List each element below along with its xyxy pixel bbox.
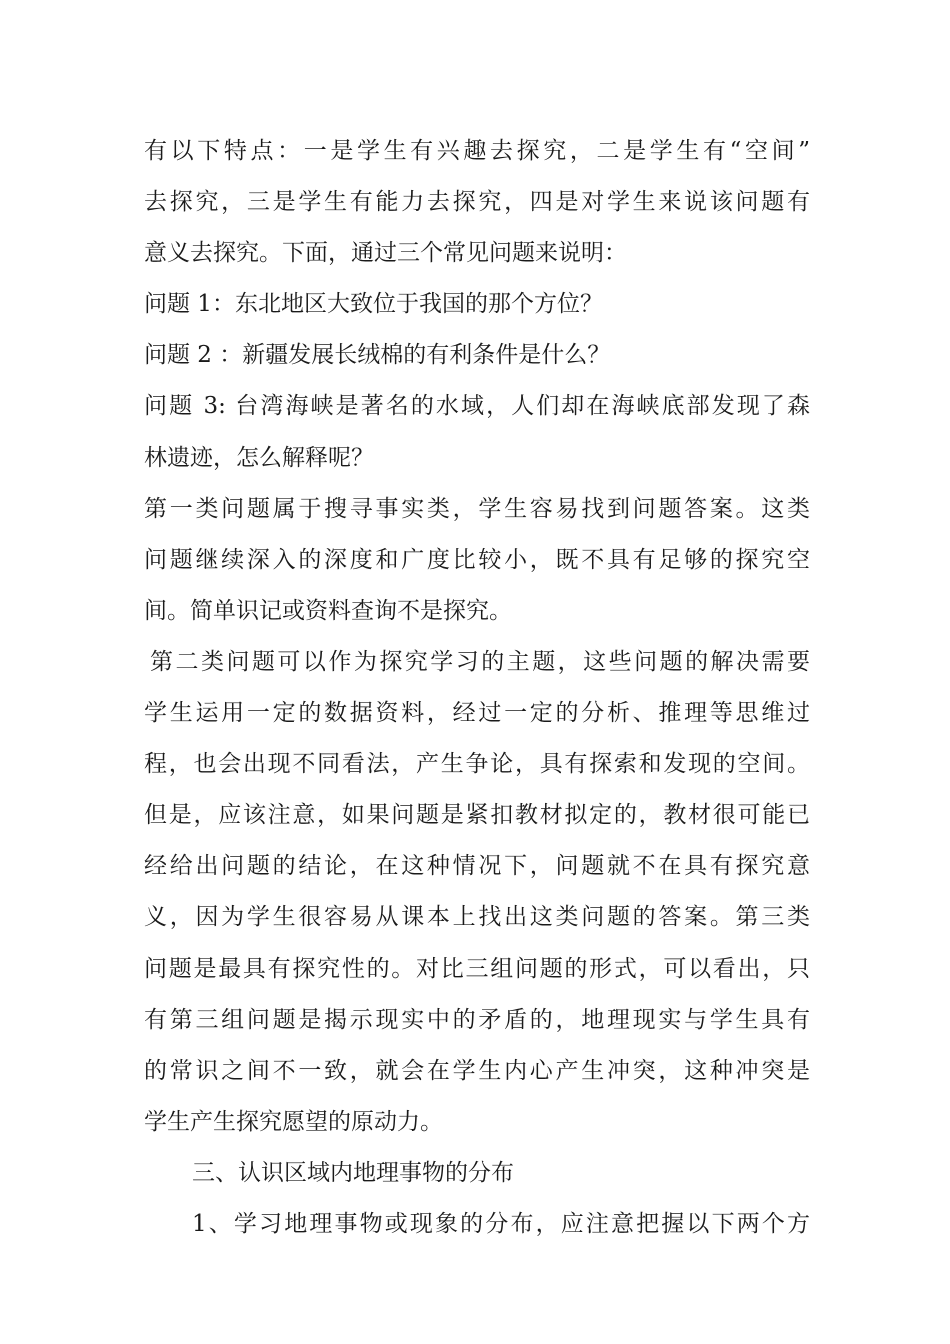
text-line: 1、学习地理事物或现象的分布，应注意把握以下两个方 [192,1210,810,1237]
section-heading [144,1148,810,1199]
paragraph-question-2 [144,330,810,381]
text-line: 问题 1：东北地区大致位于我国的那个方位？ [144,291,603,318]
text-line: 间。简单识记或资料查询不是探究。 [144,597,512,624]
text-line: 林遗迹，怎么解释呢？ [144,444,374,471]
paragraph-question-3 [144,381,810,483]
text-line: 义，因为学生很容易从课本上找出这类问题的答案。第三类 [144,904,810,931]
text-line: 但是，应该注意，如果问题是紧扣教材拟定的，教材很可能已 [144,802,810,829]
paragraph-question-1 [144,279,810,330]
text-line: 问题继续深入的深度和广度比较小，既不具有足够的探究空 [144,546,810,573]
paragraph-section-item-1 [144,1199,810,1250]
text-line: 有第三组问题是揭示现实中的矛盾的，地理现实与学生具有 [144,1006,810,1033]
text-line: 的常识之间不一致，就会在学生内心产生冲突，这种冲突是 [144,1057,810,1084]
text-line: 去探究，三是学生有能力去探究，四是对学生来说该问题有 [144,189,810,216]
text-line: 第二类问题可以作为探究学习的主题，这些问题的解决需要 [150,648,810,675]
text-line: 问题 2 ：新疆发展长绒棉的有利条件是什么？ [144,342,611,369]
text-line: 第一类问题属于搜寻事实类，学生容易找到问题答案。这类 [144,495,810,522]
paragraph-analysis-2 [144,637,810,1148]
heading-line: 三、认识区域内地理事物的分布 [192,1159,514,1186]
text-line: 意义去探究。下面，通过三个常见问题来说明： [144,240,627,267]
text-line: 学生运用一定的数据资料，经过一定的分析、推理等思维过 [144,700,810,727]
paragraph-intro [144,126,810,279]
text-line: 有以下特点：一是学生有兴趣去探究，二是学生有“空间” [144,138,810,164]
text-line: 问题 3: 台湾海峡是著名的水域，人们却在海峡底部发现了森 [144,393,810,420]
paragraph-analysis-1 [144,484,810,637]
text-line: 经给出问题的结论，在这种情况下，问题就不在具有探究意 [144,853,810,880]
document-body [144,126,810,1250]
text-line: 问题是最具有探究性的。对比三组问题的形式，可以看出，只 [144,955,810,982]
text-line: 学生产生探究愿望的原动力。 [144,1108,443,1135]
text-line: 程，也会出现不同看法，产生争论，具有探索和发现的空间。 [144,751,810,778]
